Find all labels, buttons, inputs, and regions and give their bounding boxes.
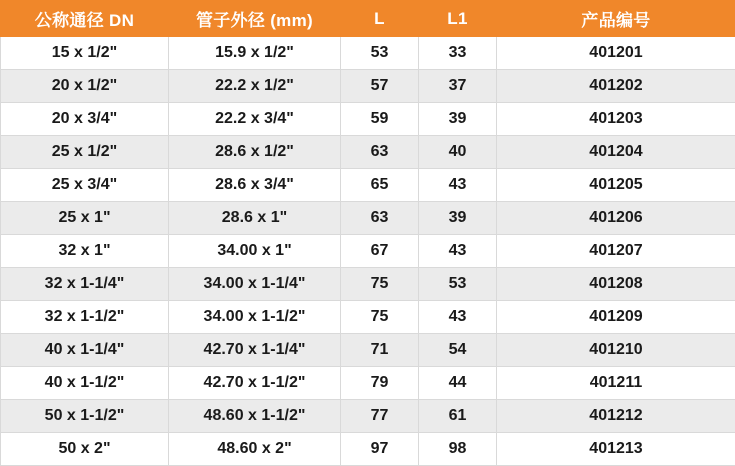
table-cell: 43 [419, 169, 497, 202]
table-cell: 401212 [497, 400, 735, 433]
table-row [1, 268, 735, 301]
table-row [1, 169, 735, 202]
table-row [1, 37, 735, 70]
table-row [1, 400, 735, 433]
table-cell: 28.6 x 1/2" [169, 136, 341, 169]
table-cell: 75 [341, 301, 419, 334]
table-body [1, 37, 735, 466]
table-row [1, 202, 735, 235]
column-header-nominal-diameter: 公称通径 DN [1, 1, 169, 37]
table-cell: 401210 [497, 334, 735, 367]
table-row [1, 136, 735, 169]
table-cell: 401211 [497, 367, 735, 400]
table-cell: 63 [341, 202, 419, 235]
table-cell: 401204 [497, 136, 735, 169]
table-cell: 401207 [497, 235, 735, 268]
table-cell: 50 x 1-1/2" [1, 400, 169, 433]
table-cell: 401203 [497, 103, 735, 136]
column-header-l: L [341, 1, 419, 37]
table-cell: 67 [341, 235, 419, 268]
table-cell: 59 [341, 103, 419, 136]
table-cell: 32 x 1" [1, 235, 169, 268]
table-cell: 32 x 1-1/4" [1, 268, 169, 301]
table-row [1, 433, 735, 466]
table-cell: 25 x 1" [1, 202, 169, 235]
table-cell: 40 [419, 136, 497, 169]
table-cell: 40 x 1-1/4" [1, 334, 169, 367]
table-cell: 53 [419, 268, 497, 301]
table-row [1, 70, 735, 103]
table-cell: 48.60 x 2" [169, 433, 341, 466]
table-cell: 39 [419, 103, 497, 136]
table-cell: 20 x 3/4" [1, 103, 169, 136]
table-cell: 34.00 x 1-1/2" [169, 301, 341, 334]
table-cell: 15 x 1/2" [1, 37, 169, 70]
table-cell: 32 x 1-1/2" [1, 301, 169, 334]
table-row [1, 334, 735, 367]
table-cell: 97 [341, 433, 419, 466]
table-cell: 34.00 x 1" [169, 235, 341, 268]
table-cell: 28.6 x 3/4" [169, 169, 341, 202]
table-row [1, 235, 735, 268]
table-cell: 98 [419, 433, 497, 466]
table-cell: 65 [341, 169, 419, 202]
table-cell: 401209 [497, 301, 735, 334]
table-cell: 34.00 x 1-1/4" [169, 268, 341, 301]
table-header [1, 1, 735, 37]
table-cell: 22.2 x 1/2" [169, 70, 341, 103]
table-cell: 25 x 3/4" [1, 169, 169, 202]
table-cell: 37 [419, 70, 497, 103]
table-cell: 401213 [497, 433, 735, 466]
table-cell: 53 [341, 37, 419, 70]
table-cell: 42.70 x 1-1/2" [169, 367, 341, 400]
table-cell: 401206 [497, 202, 735, 235]
table-row [1, 367, 735, 400]
table-cell: 15.9 x 1/2" [169, 37, 341, 70]
table-cell: 43 [419, 235, 497, 268]
table-cell: 75 [341, 268, 419, 301]
table-cell: 48.60 x 1-1/2" [169, 400, 341, 433]
column-header-l1: L1 [419, 1, 497, 37]
column-header-product-code: 产品编号 [497, 1, 735, 37]
table-cell: 63 [341, 136, 419, 169]
table-cell: 79 [341, 367, 419, 400]
table-cell: 50 x 2" [1, 433, 169, 466]
table-cell: 54 [419, 334, 497, 367]
table-cell: 40 x 1-1/2" [1, 367, 169, 400]
table-cell: 43 [419, 301, 497, 334]
table-cell: 57 [341, 70, 419, 103]
table-cell: 42.70 x 1-1/4" [169, 334, 341, 367]
table-cell: 22.2 x 3/4" [169, 103, 341, 136]
table-cell: 401205 [497, 169, 735, 202]
table-cell: 33 [419, 37, 497, 70]
table-cell: 61 [419, 400, 497, 433]
table-header-row [1, 1, 735, 37]
table-cell: 401201 [497, 37, 735, 70]
table-cell: 44 [419, 367, 497, 400]
table-cell: 20 x 1/2" [1, 70, 169, 103]
table-row [1, 301, 735, 334]
table-cell: 28.6 x 1" [169, 202, 341, 235]
column-header-pipe-outer-diameter: 管子外径 (mm) [169, 1, 341, 37]
table-cell: 25 x 1/2" [1, 136, 169, 169]
table-cell: 401202 [497, 70, 735, 103]
table-cell: 77 [341, 400, 419, 433]
table-cell: 401208 [497, 268, 735, 301]
table-cell: 71 [341, 334, 419, 367]
table-row [1, 103, 735, 136]
table-cell: 39 [419, 202, 497, 235]
